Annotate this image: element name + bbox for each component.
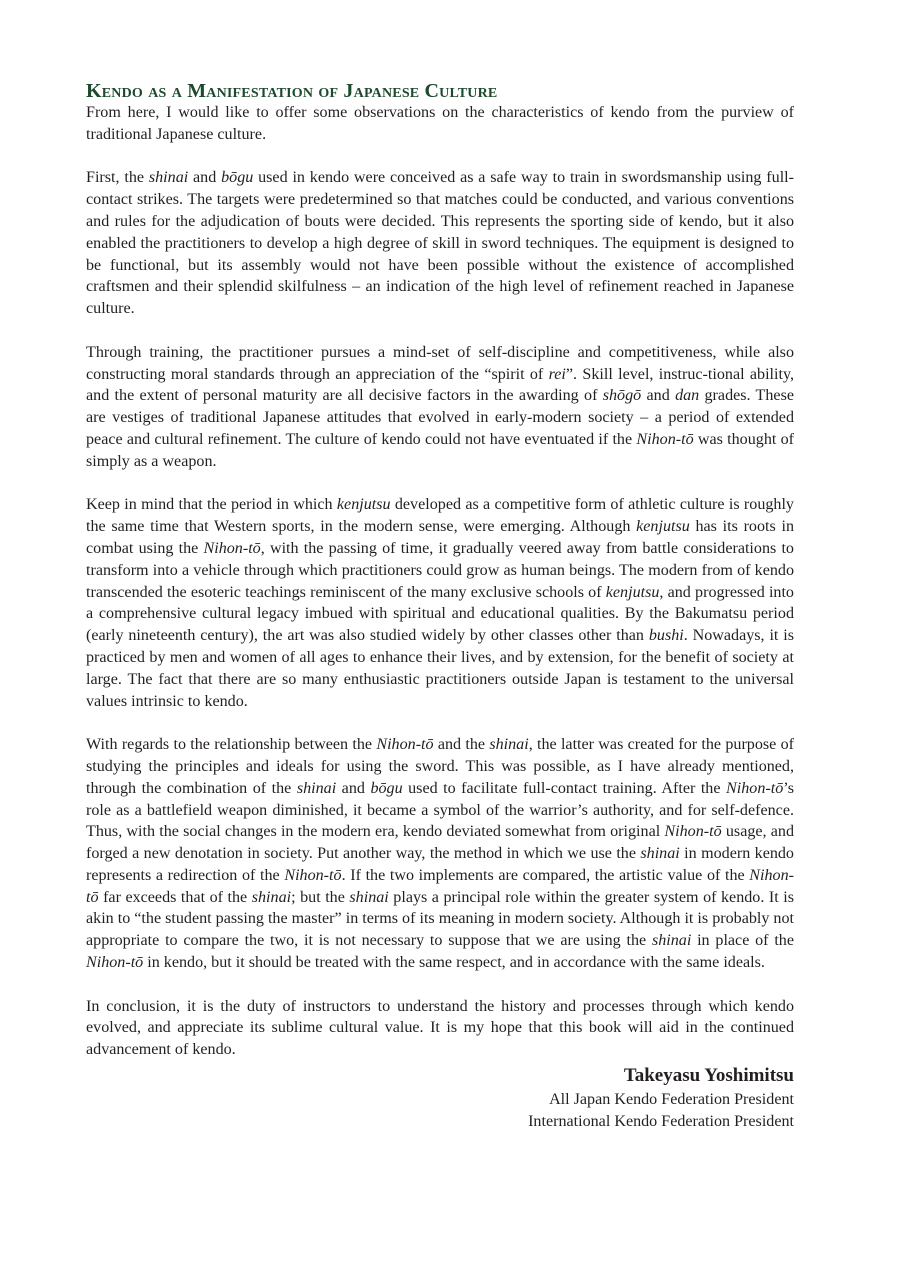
italic-term: dan: [675, 387, 700, 405]
italic-term: Nihon-tō: [86, 866, 794, 906]
paragraph: With regards to the relationship between the Nihon-tō and the shinai, the latter was created for the purpose of studying the principles and ideals for using the sword. This was possible, as I have already mentioned, through the combination of the shinai and bōgu used to facilitate full-contact training. After the Nihon-tō’s role as a battlefield weapon diminished, it became a symbol of the warrior’s authority, and for self-defence. Thus, with the social changes in the modern era, kendo deviated somewhat from original Nihon-tō usage, and forged a new denotation in society. Put another way, the method in which we use the shinai in modern kendo represents a redirection of the Nihon-tō. If the two implements are compared, the artistic value of the Nihon-tō far exceeds that of the shinai; but the shinai plays a principal role within the greater system of kendo. It is akin to “the student passing the master” in terms of its meaning in modern society. Although it is probably not appropriate to compare the two, it is not necessary to suppose that we are using the shinai in place of the Nihon-tō in kendo, but it should be treated with the same respect, and in accordance with the same ideals.: [86, 736, 795, 972]
section-heading: Kendo as a Manifestation of Japanese Culture: [86, 80, 498, 102]
body-text: [86, 102, 794, 1061]
paragraph: Through training, the practitioner pursues a mind-set of self-discipline and competitiveness, while also constructing moral standards through an appreciation of the “spirit of rei”. Skill level, instruc-tional ability, and the extent of personal maturity are all decisive factors in the awarding of shōgō and dan grades. These are vestiges of traditional Japanese attitudes that evolved in early-modern society – a period of extended peace and cultural refinement. The culture of kendo could not have eventuated if the Nihon-tō was thought of simply as a weapon.: [86, 343, 795, 470]
italic-term: shinai: [489, 736, 529, 754]
italic-term: rei: [548, 365, 566, 383]
italic-term: shinai: [651, 932, 692, 950]
italic-term: kenjutsu: [336, 496, 391, 514]
italic-term: Nihon-tō: [726, 779, 784, 797]
paragraph: First, the shinai and bōgu used in kendo were conceived as a safe way to train in swordsmanship using full-contact strikes. The targets were predetermined so that matches could be conducted, and various conventions and rules for the adjudication of bouts were decided. This represents the sporting side of kendo, but it also enabled the practitioners to develop a high degree of skill in sword techniques. The equipment is designed to be functional, but its assembly would not have been possible without the existence of accomplished craftsmen and their splendid skilfulness – an indication of the high level of refinement reached in Japanese culture.: [86, 169, 794, 318]
italic-term: Nihon-tō: [284, 866, 342, 884]
italic-term: shinai: [251, 888, 292, 906]
author-name: Takeyasu Yoshimitsu: [623, 1065, 794, 1087]
italic-term: Nihon-tō: [664, 823, 722, 841]
italic-term: shinai: [148, 169, 189, 187]
italic-term: Nihon-tō: [636, 430, 694, 448]
paragraph: Keep in mind that the period in which kenjutsu developed as a competitive form of athletic culture is roughly the same time that Western sports, in the modern sense, were emerging. Although kenjutsu has its roots in combat using the Nihon-tō, with the passing of time, it gradually veered away from battle considerations to transform into a vehicle through which practitioners could grow as human beings. The modern from of kendo transcended the esoteric teachings reminiscent of the many exclusive schools of kenjutsu, and progressed into a comprehensive cultural legacy imbued with spiritual and educational qualities. By the Bakumatsu period (early nineteenth century), the art was also studied widely by other classes other than bushi. Nowadays, it is practiced by men and women of all ages to enhance their lives, and by extension, for the benefit of society at large. The fact that there are so many enthusiastic practitioners outside Japan is testament to the universal values intrinsic to kendo.: [86, 496, 794, 710]
italic-term: Nihon-tō: [203, 539, 261, 557]
paragraph: From here, I would like to offer some observations on the characteristics of kendo from the purview of traditional Japanese culture.: [86, 104, 794, 143]
italic-term: bushi: [648, 627, 684, 645]
italic-term: kenjutsu: [636, 518, 690, 536]
author-title: All Japan Kendo Federation President: [549, 1091, 794, 1109]
italic-term: shōgō: [602, 387, 642, 405]
italic-term: kenjutsu: [605, 583, 660, 601]
paragraph: In conclusion, it is the duty of instructors to understand the history and processes through which kendo evolved, and appreciate its sublime cultural value. It is my hope that this book will aid in the continued advancement of kendo.: [86, 997, 794, 1059]
italic-term: shinai: [640, 845, 680, 863]
italic-term: Nihon-tō: [376, 736, 434, 754]
italic-term: shinai: [349, 888, 389, 906]
signature-block: [86, 1063, 794, 1133]
italic-term: shinai: [296, 779, 337, 797]
italic-term: bōgu: [370, 779, 403, 797]
italic-term: Nihon-tō: [86, 954, 144, 972]
italic-term: bōgu: [221, 169, 254, 187]
author-title: International Kendo Federation President: [528, 1113, 794, 1131]
document-page: [86, 80, 794, 1133]
